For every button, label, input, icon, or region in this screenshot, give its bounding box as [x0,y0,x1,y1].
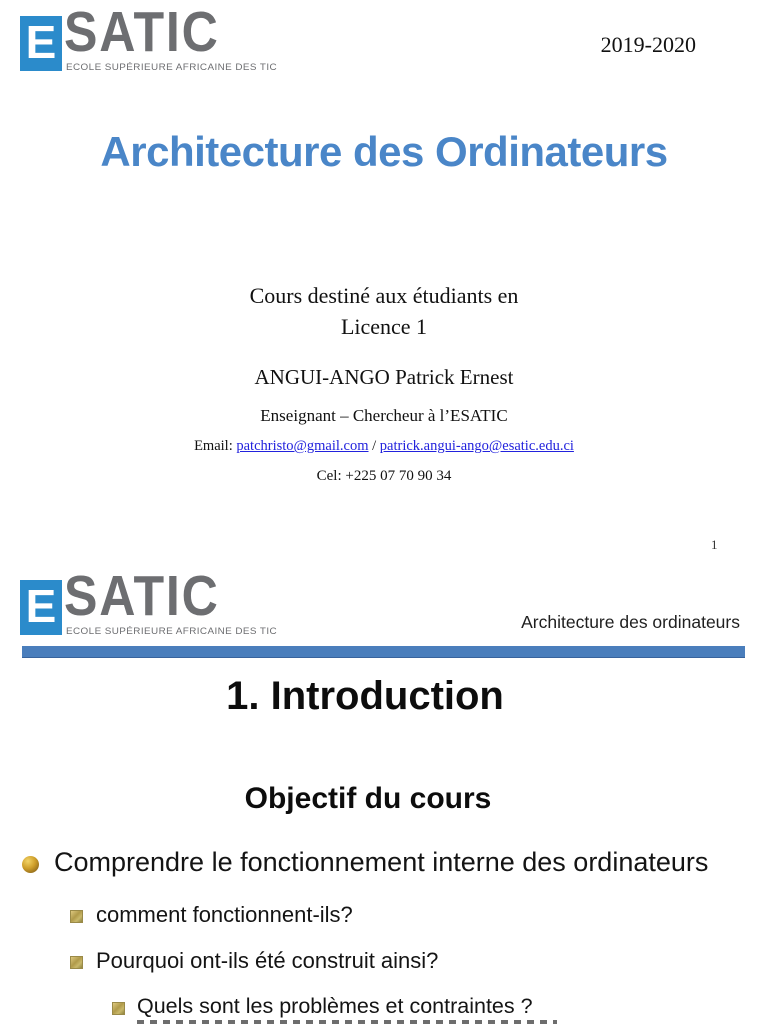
audience-line-1: Cours destiné aux étudiants en [249,283,519,308]
bullet-text: Pourquoi ont-ils été construit ainsi? [96,948,439,973]
email-link-esatic[interactable]: patrick.angui-ango@esatic.edu.ci [379,438,574,454]
email-label: Email: [194,438,237,454]
esatic-logo-e-icon: E [20,16,62,71]
page-number: 1 [711,537,718,552]
bullet-text: Quels sont les problèmes et contraintes ? [137,994,533,1018]
email-separator: / [368,438,380,454]
esatic-logo [20,564,278,650]
slide-2-introduction [0,562,768,1024]
square-bullet-icon [112,1002,125,1015]
esatic-logo-wordmark: SATIC [64,0,220,64]
author-name: ANGUI-ANGO Patrick Ernest [254,365,514,389]
bullet-text: Comprendre le fonctionnement interne des ordinateurs [54,847,709,877]
course-title: Architecture des Ordinateurs [100,128,668,175]
partially-visible-next-line [137,1020,557,1024]
section-title: 1. Introduction [226,674,504,718]
phone-line: Cel: +225 07 70 90 34 [316,468,452,484]
esatic-logo-tagline: ECOLE SUPÉRIEURE AFRICAINE DES TIC [66,626,278,637]
esatic-logo-tagline: ECOLE SUPÉRIEURE AFRICAINE DES TIC [66,62,278,73]
section-subtitle: Objectif du cours [244,782,492,815]
square-bullet-icon [70,956,83,969]
header-divider-bar [22,646,745,658]
esatic-logo-wordmark: SATIC [64,564,220,628]
esatic-logo-e-icon: E [20,580,62,635]
audience-line-2: Licence 1 [340,314,428,339]
email-link-gmail[interactable]: patchristo@gmail.com [236,438,369,454]
academic-year: 2019-2020 [600,32,696,57]
slide-header-course-name: Architecture des ordinateurs [521,612,740,632]
email-line [0,438,768,455]
author-role: Enseignant – Chercheur à l’ESATIC [260,406,508,425]
esatic-logo [20,0,278,86]
square-bullet-icon [70,910,83,923]
bullet-text: comment fonctionnent-ils? [96,902,353,927]
sphere-bullet-icon [22,856,39,873]
